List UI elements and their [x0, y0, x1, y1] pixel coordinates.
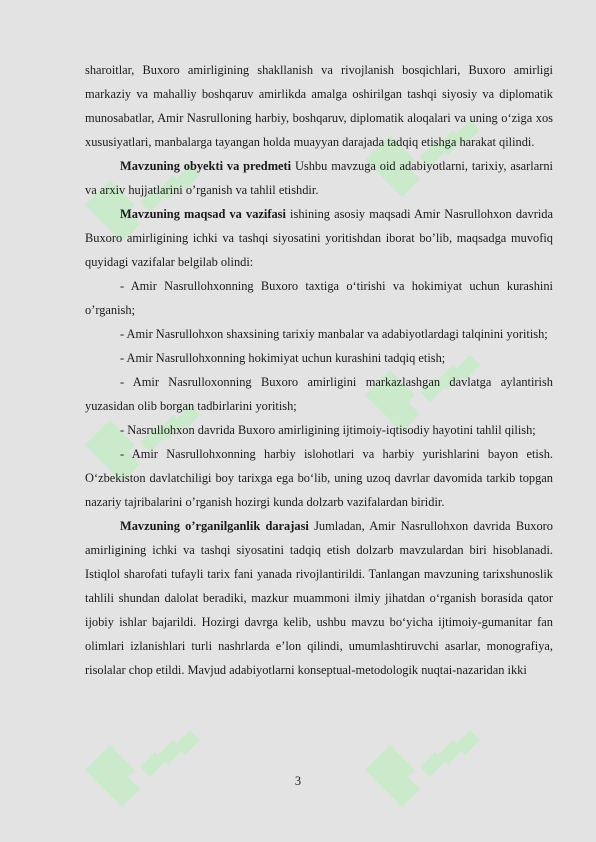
paragraph-text: Jumladan, Amir Nasrullohxon davrida Buxoro amirligining ichki va tashqi siyosatini tadqiq etish dolzarb mavzulardan biri hisoblanadi. Istiqlol sharofati tufayli tarix fani yanada rivojlantirildi. Tanlangan mavzuning tarixshunoslik tahlili shundan dalolat beradiki, mazkur muammoni ilmiy jihatdan o‘rganish borasida qator ijobiy ishlar bajarildi. Hozirgi davrga kelib, ushbu mavzu bo‘yicha ijtimoiy-gumanitar fan olimlari izlanishlari turli nashrlarda e’lon qilindi, umumlashtiruvchi asarlar, monografiya, risolalar chop etildi. Mavjud adabiyotlarni konseptual-metodologik nuqtai-nazaridan ikki: [85, 519, 553, 677]
paragraph-text: - Amir Nasrulloxonning Buxoro amirligini markazlashgan davlatga aylantirish yuzasidan olib borgan tadbirlarini yoritish;: [85, 375, 553, 413]
paragraph-text: Ushbu mavzuga oid adabiyotlarni, tarixiy, asarlarni va arxiv hujjatlarini o’rganish va tahlil etishdir.: [85, 159, 553, 197]
paragraph-text: ishining asosiy maqsadi Amir Nasrullohxon davrida Buxoro amirligining ichki va tashqi siyosatini yoritishdan iborat bo’lib, maqsadga muvofiq quyidagi vazifalar belgilab olindi:: [85, 207, 553, 269]
paragraph: [85, 202, 553, 274]
paragraph: [85, 346, 553, 370]
paragraph: [85, 322, 553, 346]
document-body: [85, 58, 553, 682]
paragraph: [85, 442, 553, 514]
ssoft-watermark-icon: [360, 715, 490, 815]
paragraph: [85, 274, 553, 322]
paragraph-text: - Amir Nasrullohxon shaxsining tarixiy manbalar va adabiyotlardagi talqinini yoritish;: [120, 327, 548, 341]
paragraph-text: - Amir Nasrullohxonning hokimiyat uchun kurashini tadqiq etish;: [120, 351, 446, 365]
page-number: 3: [294, 774, 302, 788]
ssoft-watermark-icon: [80, 715, 210, 815]
paragraph-heading: Mavzuning o’rganilganlik darajasi: [120, 519, 309, 533]
paragraph-heading: Mavzuning maqsad va vazifasi: [120, 207, 286, 221]
paragraph-heading: Mavzuning obyekti va predmeti: [120, 159, 292, 173]
paragraph-text: sharoitlar, Buxoro amirligining shakllanish va rivojlanish bosqichlari, Buxoro amirligi markaziy va mahalliy boshqaruv amirlikda amalga oshirilgan tashqi siyosiy va diplomatik munosabatlar, Amir Nasrulloning harbiy, boshqaruv, diplomatik aloqalari va uning o‘ziga xos xususiyatlari, manbalarga tayangan holda muayyan darajada tadqiq etishga harakat qilindi.: [85, 63, 553, 149]
paragraph: [85, 370, 553, 418]
paragraph: [85, 514, 553, 682]
paragraph-text: - Amir Nasrullohxonning Buxoro taxtiga o‘tirishi va hokimiyat uchun kurashini o’rganish;: [85, 279, 553, 317]
paragraph: [85, 418, 553, 442]
paragraph: [85, 58, 553, 154]
paragraph: [85, 154, 553, 202]
paragraph-text: - Nasrullohxon davrida Buxoro amirligining ijtimoiy-iqtisodiy hayotini tahlil qilish;: [120, 423, 536, 437]
paragraph-text: - Amir Nasrullohxonning harbiy islohotlari va harbiy yurishlarini bayon etish. O‘zbekiston davlatchiligi boy tarixga ega bo‘lib, uning uzoq davrlar davomida tarkib topgan nazariy tajribalarini o’rganish hozirgi kunda dolzarb vazifalardan biridir.: [85, 447, 553, 509]
